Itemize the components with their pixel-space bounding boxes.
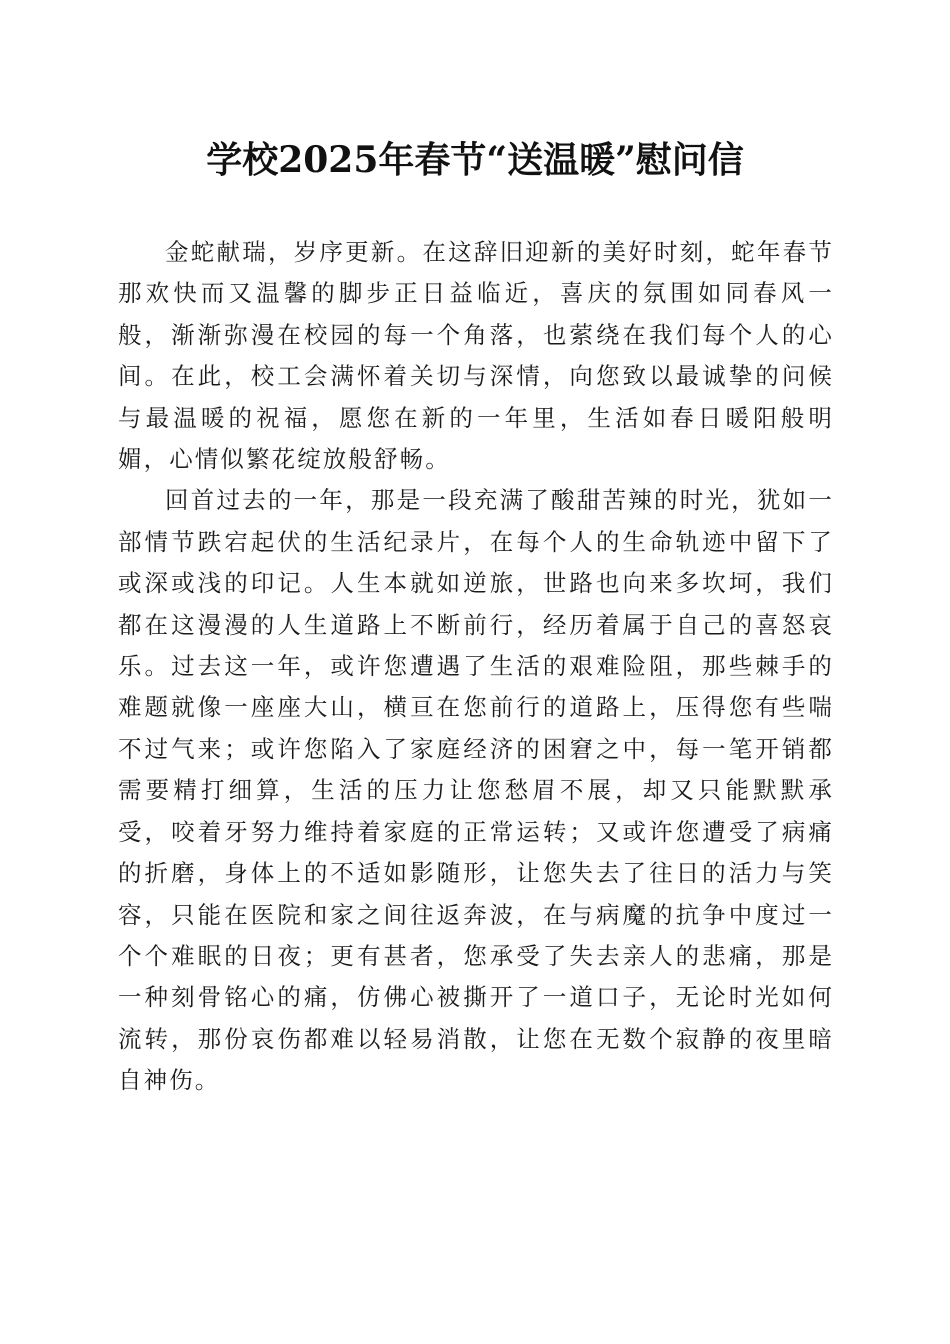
document-body bbox=[118, 232, 834, 1102]
paragraph-greeting: 金蛇献瑞，岁序更新。在这辞旧迎新的美好时刻，蛇年春节那欢快而又温馨的脚步正日益临近，喜庆的氛围如同春风一般，渐渐弥漫在校园的每一个角落，也萦绕在我们每个人的心间。在此，校工会满怀着关切与深情，向您致以最诚挚的问候与最温暖的祝福，愿您在新的一年里，生活如春日暖阳般明媚，心情似繁花绽放般舒畅。 bbox=[118, 238, 834, 474]
paragraph-review: 回首过去的一年，那是一段充满了酸甜苦辣的时光，犹如一部情节跌宕起伏的生活纪录片，在每个人的生命轨迹中留下了或深或浅的印记。人生本就如逆旅，世路也向来多坎坷，我们都在这漫漫的人生道路上不断前行，经历着属于自己的喜怒哀乐。过去这一年，或许您遭遇了生活的艰难险阻，那些棘手的难题就像一座座大山，横亘在您前行的道路上，压得您有些喘不过气来；或许您陷入了家庭经济的困窘之中，每一笔开销都需要精打细算，生活的压力让您愁眉不展，却又只能默默承受，咬着牙努力维持着家庭的正常运转；又或许您遭受了病痛的折磨，身体上的不适如影随形，让您失去了往日的活力与笑容，只能在医院和家之间往返奔波，在与病魔的抗争中度过一个个难眠的日夜；更有甚者，您承受了失去亲人的悲痛，那是一种刻骨铭心的痛，仿佛心被撕开了一道口子，无论时光如何流转，那份哀伤都难以轻易消散，让您在无数个寂静的夜里暗自神伤。 bbox=[118, 486, 834, 1095]
document-title: 学校2025年春节“送温暖”慰问信 bbox=[206, 139, 744, 181]
